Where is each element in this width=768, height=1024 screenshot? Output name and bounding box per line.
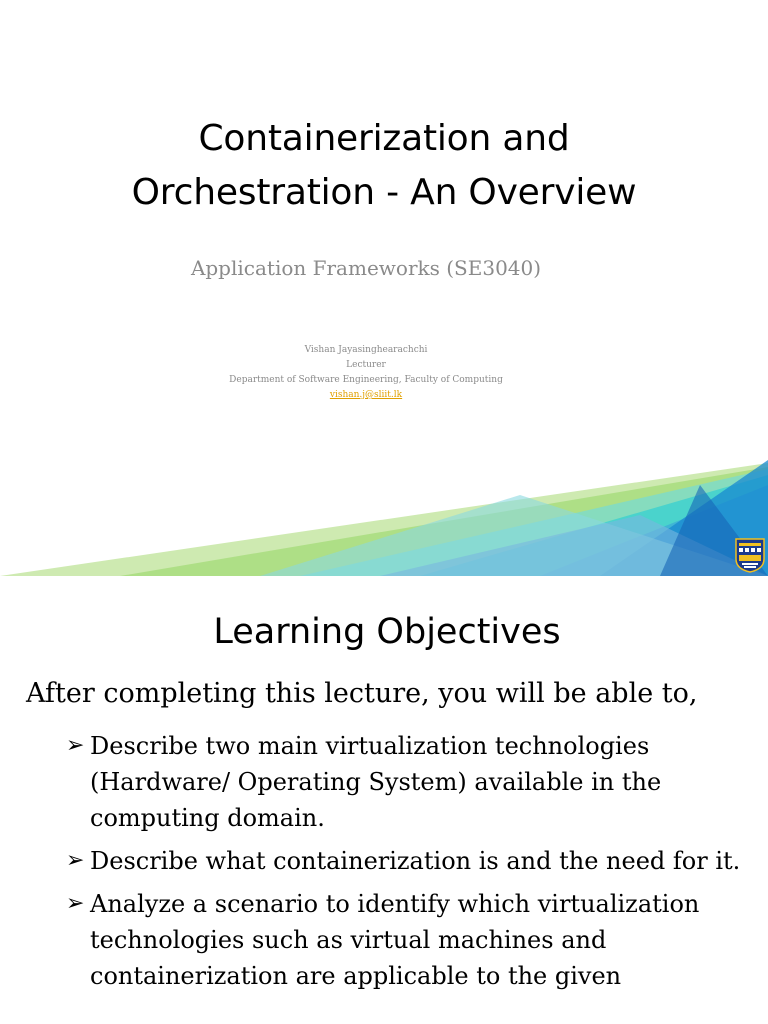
objective-item [66, 728, 746, 836]
objectives-slide [0, 584, 768, 1024]
objectives-intro: After completing this lecture, you will be able to, [26, 678, 698, 709]
author-block [0, 343, 732, 403]
author-email-link[interactable]: vishan.j@sliit.lk [329, 390, 403, 400]
objective-item [66, 886, 746, 994]
objective-item [66, 843, 746, 879]
slide-title [0, 112, 768, 220]
author-name: Vishan Jayasinghearachchi [304, 345, 428, 355]
slide-title-line-1: Containerization and [198, 118, 570, 159]
objective-text: Describe two main virtualization technologies (Hardware/ Operating System) available in the computing domain. [90, 732, 662, 832]
author-role: Lecturer [346, 360, 386, 370]
decorative-banner [0, 455, 768, 576]
sliit-logo-icon [734, 537, 766, 573]
objectives-list [66, 728, 746, 1001]
objectives-heading: Learning Objectives [213, 612, 561, 652]
arrow-bullet-icon: ➢ [66, 733, 85, 758]
arrow-bullet-icon: ➢ [66, 891, 85, 916]
slide-title-line-2: Orchestration - An Overview [131, 172, 637, 213]
course-subtitle: Application Frameworks (SE3040) [190, 256, 542, 280]
objective-text: Describe what containerization is and the need for it. [90, 847, 741, 875]
objective-text: Analyze a scenario to identify which virtualization technologies such as virtual machines and containerization are applicable to the given [90, 890, 700, 990]
author-department: Department of Software Engineering, Faculty of Computing [229, 375, 503, 385]
slide-divider [0, 576, 768, 584]
arrow-bullet-icon: ➢ [66, 848, 85, 873]
